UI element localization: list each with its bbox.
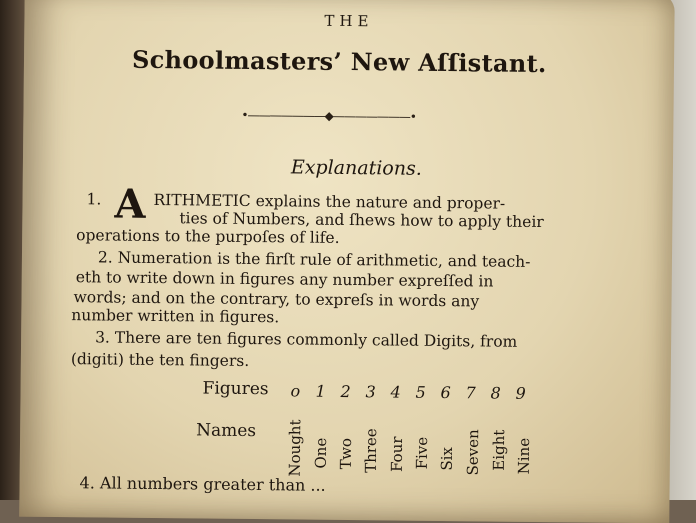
digit-name-8: Eight — [490, 430, 508, 471]
book-page — [19, 0, 675, 523]
digit-name-2: Two — [337, 438, 355, 470]
digit-1: 1 — [315, 382, 325, 401]
digit-4: 4 — [390, 382, 400, 401]
ornamental-rule: •———————◆———————• — [241, 108, 416, 124]
digit-name-5: Five — [413, 437, 431, 470]
paragraph-1-number — [86, 189, 101, 209]
paragraph-2-line-4: number written in figures. — [71, 305, 279, 327]
paragraph-2-line-3: words; and on the contrary, to expreſs in words any — [73, 287, 479, 311]
paragraph-1-line-2: ties of Numbers, and ſhews how to apply their — [179, 208, 544, 232]
figures-label: Figures — [202, 378, 268, 399]
digit-0: o — [290, 381, 300, 400]
paragraph-3-line-2: (digiti) the ten fingers. — [71, 349, 249, 371]
page-header-the: THE — [324, 12, 373, 31]
digit-8: 8 — [490, 384, 500, 403]
paragraph-number: 1. — [86, 190, 101, 208]
section-heading: Explanations. — [291, 156, 422, 179]
digit-name-0: Nought — [286, 419, 305, 476]
digit-name-6: Six — [438, 447, 456, 471]
digit-9: 9 — [515, 384, 525, 403]
paragraph-1-line-3: operations to the purpoſes of life. — [76, 225, 340, 248]
names-label: Names — [196, 420, 256, 441]
paragraph-1-line-1: RITHMETIC explains the nature and proper- — [153, 190, 505, 214]
paragraph-3-line-1: 3. There are ten figures commonly called Digits, from — [95, 327, 517, 351]
digit-7: 7 — [465, 383, 475, 402]
digit-name-1: One — [312, 438, 330, 469]
digit-3: 3 — [365, 382, 375, 401]
digit-name-9: Nine — [515, 438, 533, 475]
paragraph-4-partial: 4. All numbers greater than ... — [80, 473, 326, 495]
digit-2: 2 — [340, 382, 350, 401]
digit-5: 5 — [415, 383, 425, 402]
digit-6: 6 — [440, 383, 450, 402]
digit-name-7: Seven — [464, 429, 482, 475]
drop-cap: A — [114, 181, 146, 228]
page-title: Schoolmasters’ New Aſſistant. — [132, 45, 547, 78]
digit-name-4: Four — [388, 436, 406, 472]
digit-name-3: Three — [362, 428, 380, 473]
paragraph-2-line-1: 2. Numeration is the firſt rule of arithmetic, and teach- — [98, 247, 531, 272]
paragraph-2-line-2: eth to write down in figures any number expreſſed in — [76, 267, 494, 291]
